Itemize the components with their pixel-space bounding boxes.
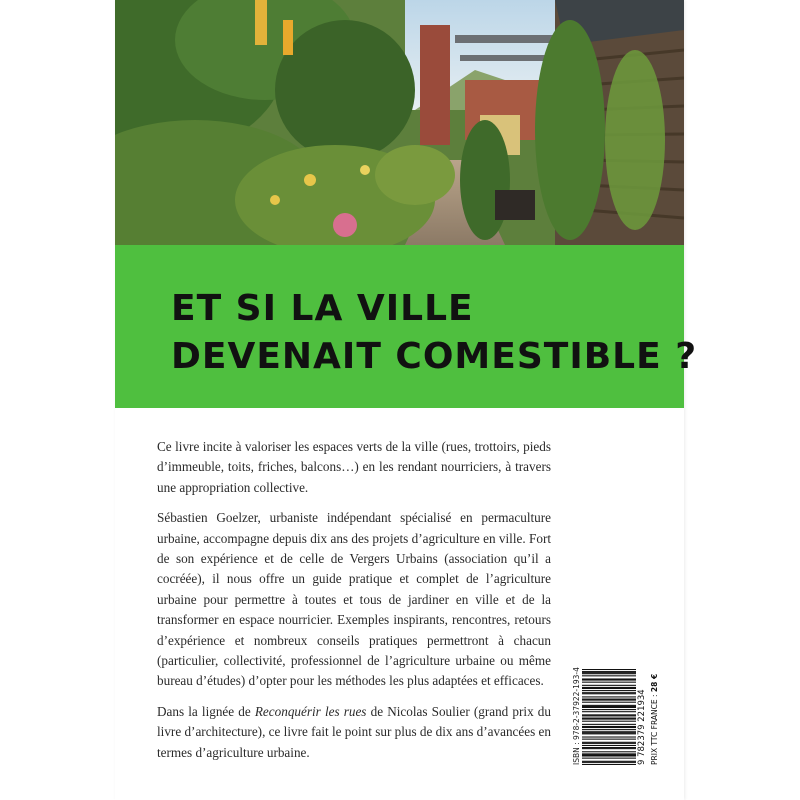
blurb-p3-end: de Nicolas Soulier (grand prix du livre d’architecture), ce livre fait le point sur plus de dix ans d’avancées en termes d’agriculture urbaine. xyxy=(157,703,551,760)
barcode-bars xyxy=(582,669,636,765)
blurb-paragraph-3 xyxy=(157,702,551,763)
back-cover-blurb xyxy=(157,437,551,773)
price-label: PRIX TTC FRANCE : xyxy=(650,692,659,765)
price-value: 28 € xyxy=(650,673,659,693)
headline-band xyxy=(115,245,698,408)
headline-line-2: DEVENAIT COMESTIBLE ? xyxy=(171,336,698,377)
barcode-number: 9 782379 221934 xyxy=(637,689,647,765)
cover-photo xyxy=(115,0,684,245)
headline-line-1: ET SI LA VILLE xyxy=(171,288,474,329)
garden-street-photo xyxy=(115,0,684,245)
isbn-barcode-block xyxy=(572,665,672,765)
book-headline xyxy=(171,285,697,381)
isbn-label: ISBN : 978-2-37922-193-4 xyxy=(572,667,581,765)
barcode xyxy=(582,669,636,765)
price xyxy=(650,665,659,765)
blurb-paragraph-1: Ce livre incite à valoriser les espaces verts de la ville (rues, trottoirs, pieds d’immeuble, toits, friches, balcons…) en les rendant nourriciers, à travers une appropriation collective. xyxy=(157,439,551,495)
book-title-reference: Reconquérir les rues xyxy=(254,703,367,719)
blurb-paragraph-2: Sébastien Goelzer, urbaniste indépendant spécialisé en permaculture urbaine, accompagne depuis dix ans des projets d’agriculture en ville. Fort de son expérience et de celle de Vergers Urbains (association qu’il a cocréée), il nous offre un guide pratique et complet de l’agriculture urbaine pour permettre à toutes et tous de jardiner en ville et de la transformer en espace nourricier. Exemples inspirants, rencontres, retours d’expérience et nombreux conseils pratiques permettront à chacun (particulier, collectivité, professionnel de l’agriculture urbaine ou même bureau d’études) d’opter pour les méthodes les plus adaptées et efficaces. xyxy=(157,510,551,689)
book-back-cover xyxy=(115,0,698,800)
blurb-p3-start: Dans la lignée de xyxy=(157,703,255,719)
